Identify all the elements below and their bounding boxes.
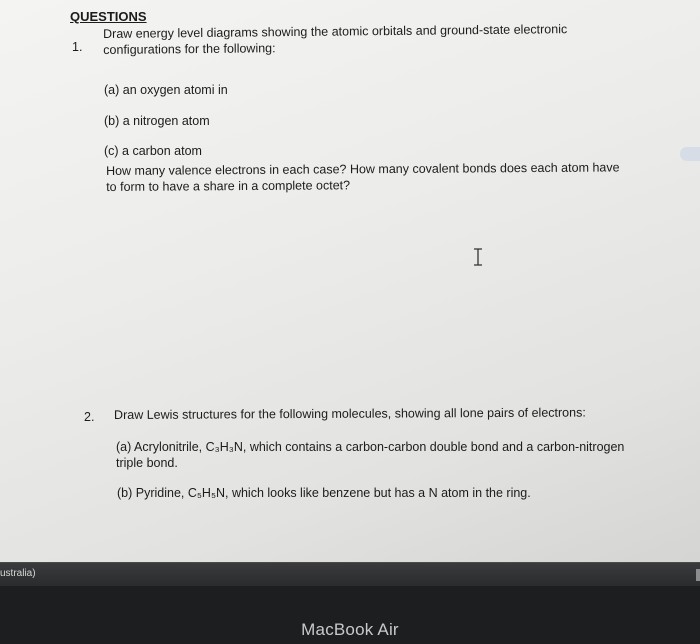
- question-1-part-a: (a) an oxygen atomi in: [104, 83, 228, 97]
- question-1-line-2: configurations for the following:: [103, 41, 276, 57]
- question-1-followup-line-2: to form to have a share in a complete octet?: [106, 178, 351, 194]
- taskbar-edge-handle: [696, 569, 700, 581]
- question-1-part-c: (c) a carbon atom: [104, 144, 202, 158]
- taskbar-label[interactable]: ustralia): [0, 568, 36, 579]
- question-1-number: 1.: [72, 40, 83, 54]
- taskbar: [0, 562, 700, 587]
- question-2-part-b: (b) Pyridine, C₅H₅N, which looks like benzene but has a N atom in the ring.: [117, 486, 531, 500]
- question-1-text: [103, 21, 567, 58]
- question-2-part-a-line-1: (a) Acrylonitrile, C₃H₃N, which contains a carbon-carbon double bond and a carbon-nitrogen: [116, 440, 625, 454]
- side-panel-tab[interactable]: [680, 147, 700, 161]
- question-2-part-a-line-2: triple bond.: [116, 456, 178, 470]
- question-1-part-b: (b) a nitrogen atom: [104, 114, 210, 128]
- question-2-number: 2.: [84, 410, 95, 424]
- laptop-brand-label: MacBook Air: [301, 620, 399, 639]
- page-title: QUESTIONS: [70, 9, 147, 24]
- question-2-text: Draw Lewis structures for the following molecules, showing all lone pairs of electrons:: [114, 405, 586, 422]
- text-cursor-icon: [473, 248, 483, 266]
- question-1-followup-line-1: How many valence electrons in each case? How many covalent bonds does each atom have: [106, 160, 620, 178]
- question-1-line-1: Draw energy level diagrams showing the atomic orbitals and ground-state electronic: [103, 22, 568, 41]
- question-2-part-a: [116, 439, 624, 471]
- question-1-followup: [106, 159, 620, 195]
